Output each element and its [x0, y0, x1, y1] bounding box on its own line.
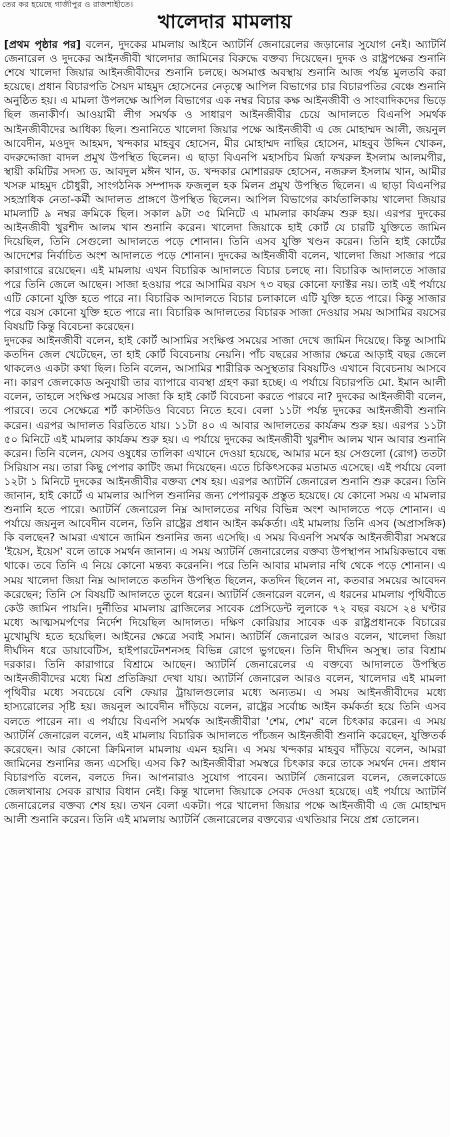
previous-article-fragment: তের কর হয়েছে গাজীপুর ও রাজশাহীতে।: [2, 0, 134, 9]
article-paragraph: [4, 38, 446, 334]
page-bottom-edge: [0, 1129, 450, 1137]
continuation-label: [প্রথম পৃষ্ঠার পর]: [4, 39, 81, 51]
article-headline: খালেদার মামলায়: [157, 11, 293, 33]
paragraph-text: দুদকের আইনজীবী বলেন, হাই কোর্ট আসামির সংক্ষিপ্ত সময়ের সাজা দেখে জামিন দিয়েছে। কিন্তু আসামি কতদিন জেল খেটেছেন, তা হাই কোর্ট বিবেচনায় নেয়নি। পাঁচ বছরের সাজার ক্ষেত্রে আড়াই বছর জেলে থাকলেও একটা কথা ছিল। তিনি বলেন, আসামির শারীরিক অসুস্থতার বিষয়টিও এখানে বিবেচনায় আসবে না। কারণ জেলকোড অনুযায়ী তার ব্যাপারে ব্যবস্থা গ্রহণ করা হচ্ছে। এ পর্যায়ে বিচারপতি মো. ইমান আলী বলেন, তাহলে সংক্ষিপ্ত সময়ের সাজা কি হাই কোর্ট বিবেচনা করতে পারবে না? দুদকের আইনজীবী বলেন, পারবে। তবে সেক্ষেত্রে শর্ট কাস্টডিও বিবেচ্য নিতে হবে। বেলা ১১টা পর্যন্ত দুদকের আইনজীবী শুনানি করেন। এরপর আদালত বিরতিতে যায়। ১১টা ৪০ এ আবার আদালতের কার্যক্রম শুরু হয়। এরপর ১১টা ৫০ মিনিটে এই মামলার কার্যক্রম শুরু হয়। এ পর্যায়ে দুদকের আইনজীবী খুরশীদ আলম খান আবার শুনানি করেন। তিনি বলেন, যেসব ওষুধের তালিকা এখানে দেওয়া হয়েছে, আমার মনে হয় সেগুলো (রোগ) ততটা সিরিয়াস নয়। তারা কিছু পেপার কাটিং জমা দিয়েছেন। এতে চিকিৎসকের মতামত এসেছে। এই পর্যায়ে বেলা ১২টা ১ মিনিটে দুদকের আইনজীবীর বক্তব্য শেষ হয়। এরপর অ্যাটর্নি জেনারেল শুনানি শুরু করেন। তিনি জানান, হাই কোর্টে এ মামলার আপিল শুনানির জন্য পেপারবুক প্রস্তুত হয়েছে। যে কোনো সময় এ মামলার শুনানি হতে পারে। অ্যাটর্নি জেনারেল নিম্ন আদালতের নথির বিভিন্ন অংশ আদালতে পড়ে শোনান। এ পর্যায়ে জয়নুল আবেদীন বলেন, তিনি রাষ্ট্রের প্রধান আইন কর্মকর্তা। এই মামলায় তিনি এসব (অপ্রাসঙ্গিক) কি বলছেন? আমরা এখানে জামিন শুনানির জন্য এসেছি। এ সময় বিএনপি সমর্থক আইনজীবীরা সমস্বরে 'ইয়েস, ইয়েস' বলে তাকে সমর্থন জানান। এ সময় অ্যাটর্নি জেনারেলের বক্তব্য উপস্থাপন সাময়িকভাবে বন্ধ থাকে। তবে তিনি এ নিয়ে কোনো মন্তব্য করেননি। পরে তিনি আবার মামলার নথি থেকে পড়ে শোনান। এ সময় খালেদা জিয়া নিম্ন আদালতে কতদিন উপস্থিত ছিলেন, কতদিন ছিলেন না, কতবার সময়ের আবেদন করেছেন; তিনি সে বিষয়টি আদালতে তুলে ধরেন। অ্যাটর্নি জেনারেল বলেন, এ ধরনের মামলায় পৃথিবীতে কেউ জামিন পায়নি। দুর্নীতির মামলায় ব্রাজিলের সাবেক প্রেসিডেন্ট লুলাকে ৭২ বছর বয়সে ২৪ ঘণ্টার মধ্যে আত্মসমর্পণের নির্দেশ দিয়েছিল আদালত। দক্ষিণ কোরিয়ার সাবেক এক রাষ্ট্রপ্রধানকে বিচারের মুখোমুখি হতে হয়েছিল। আইনের ক্ষেত্রে সবাই সমান। অ্যাটর্নি জেনারেল আরও বলেন, খালেদা জিয়া দীর্ঘদিন ধরে ডায়াবেটিস, হাইপারটেনশনসহ বিভিন্ন রোগে ভুগছেন। তিনি দীর্ঘদিন অসুস্থ। তার বিশ্রাম দরকার। তিনি কারাগারে বিশ্রামে আছেন। অ্যাটর্নি জেনারেলের এ বক্তব্যে আদালতে উপস্থিত আইনজীবীদের মধ্যে মিশ্র প্রতিক্রিয়া দেখা যায়। অ্যাটর্নি জেনারেল আরও বলেন, খালেদার এই মামলা পৃথিবীর মধ্যে সবচেয়ে বেশি ফেয়ার ট্রায়ালগুলোর মধ্যে অন্যতম। এ সময় আইনজীবীদের মধ্যে হাস্যরোলের সৃষ্টি হয়। জয়নুল আবেদীন দাঁড়িয়ে বলেন, রাষ্ট্রের সর্বোচ্চ আইন কর্মকর্তা হয়ে তিনি এসব বলতে পারেন না। এ পর্যায়ে বিএনপি সমর্থক আইনজীবীরা 'শেম, শেম' বলে চিৎকার করেন। এ সময় অ্যাটর্নি জেনারেল বলেন, এই মামলায় বিচারিক আদালতে পাঁচজন আইনজীবী শুনানি করেছেন, যুক্তিতর্ক করেছেন। আর কোনো ক্রিমিনাল মামলায় এমন হয়নি। এ সময় খন্দকার মাহবুব দাঁড়িয়ে বলেন, আমরা জামিনের শুনানির জন্য এসেছি। এসব কি? আইনজীবীরা সমস্বরে চিৎকার করে তাকে সমর্থন দেন। প্রধান বিচারপতি বলেন, বলতে দিন। আপনারাও সুযোগ পাবেন। অ্যাটর্নি জেনারেল বলেন, জেলকোডে জেলখানায় সেবক রাখার বিধান নেই। কিন্তু খালেদা জিয়াকে সেবক দেওয়া হয়েছে। এই পর্যায়ে অ্যাটর্নি জেনারেলের বক্তব্য শেষ হয়। তখন বেলা একটা। পরে খালেদা জিয়ার পক্ষে আইনজীবী এ জে মোহাম্মদ আলী শুনানি করেন। তিনি এই মামলায় অ্যাটর্নি জেনারেলের বক্তব্যের এখতিয়ার নিয়ে প্রশ্ন তোলেন।: [4, 334, 446, 827]
paragraph-text: বলেন, দুদকের মামলায় আইনে অ্যাটর্নি জেনারেলের জড়ানোর সুযোগ নেই। অ্যাটর্নি জেনারেল ও দুদকের আইনজীবী খালেদার জামিনের বিরুদ্ধে বক্তব্য দিয়েছেন। দুদক ও রাষ্ট্রপক্ষের শুনানি শেষে খালেদা জিয়ার আইনজীবীদের শুনানি চলছে। অসমাপ্ত অবস্থায় শুনানি আজ পর্যন্ত মুলতবি করা হয়েছে। প্রধান বিচারপতি সৈয়দ মাহমুদ হোসেনের নেতৃত্বে আপিল বিভাগের চার বিচারপতির বেঞ্চে শুনানি অনুষ্ঠিত হয়। এ মামলা উপলক্ষে আপিল বিভাগের এক নম্বর বিচার কক্ষ আইনজীবী ও সাংবাদিকদের ভিড়ে ছিল জনাকীর্ণ। আওয়ামী লীগ সমর্থক ও সাধারণ আইনজীবীর চেয়ে আদালতে বিএনপি সমর্থক আইনজীবীদের আধিক্য ছিল। শুনানিতে খালেদা জিয়ার পক্ষে আইনজীবী এ জে মোহাম্মদ আলী, জয়নুল আবেদীন, মওদুদ আহমদ, খন্দকার মাহবুব হোসেন, মীর মোহাম্মদ নাছির হোসেন, মাহবুব উদ্দিন খোকন, বদরুদ্দোজা বাদল প্রমুখ উপস্থিত ছিলেন। এ ছাড়া বিএনপি মহাসচিব মির্জা ফখরুল ইসলাম আলমগীর, স্থায়ী কমিটির সদস্য ড. আবদুল মঈন খান, ড. খন্দকার মোশাররফ হোসেন, নজরুল ইসলাম খান, আমীর খসরু মাহমুদ চৌধুরী, সাংগঠনিক সম্পাদক ফজলুল হক মিলন প্রমুখ উপস্থিত ছিলেন। এ ছাড়া বিএনপির সহস্রাধিক নেতা-কর্মী আদালত প্রাঙ্গণে উপস্থিত ছিলেন। আপিল বিভাগের কার্যতালিকায় খালেদা জিয়ার মামলাটি ৯ নম্বর ক্রমিকে ছিল। সকাল ৯টা ৩৫ মিনিটে এ মামলার কার্যক্রম শুরু হয়। এরপর দুদকের আইনজীবী খুরশীদ আলম খান শুনানি করেন। খালেদা জিয়াকে হাই কোর্ট যে চারটি যুক্তিতে জামিন দিয়েছিল, তিনি সেগুলো আদালতে পড়ে শোনান। তিনি এসব যুক্তি খণ্ডন করেন। তিনি হাই কোর্টের আদেশের নির্বাচিত অংশ আদালতে পড়ে শোনান। দুদকের আইনজীবী বলেন, খালেদা জিয়া সাজার পরে কারাগারে রয়েছেন। এই মামলায় এখন বিচারিক আদালতে বিচার চলছে না। বিচারিক আদালতে সাজার পরে তিনি জেলে আছেন। সাজা হওয়ার পরে আসামির বয়স ৭৩ বছর কোনো ফ্যাক্টর নয়। তাই এই পর্যায়ে এটি কোনো যুক্তি হতে পারে না। বিচারিক আদালতে বিচার চলাকালে এটি যুক্তি হতে পারে। কিন্তু সাজার পরে বয়স কোনো যুক্তি হতে পারে না। বিচারিক আদালতের বিচারক সাজা দেওয়ার সময় আসামির বয়সের বিষয়টি কিন্তু বিবেচনা করেছেন।: [4, 39, 446, 333]
article-paragraph: [4, 334, 446, 827]
article-body: [4, 38, 446, 1130]
